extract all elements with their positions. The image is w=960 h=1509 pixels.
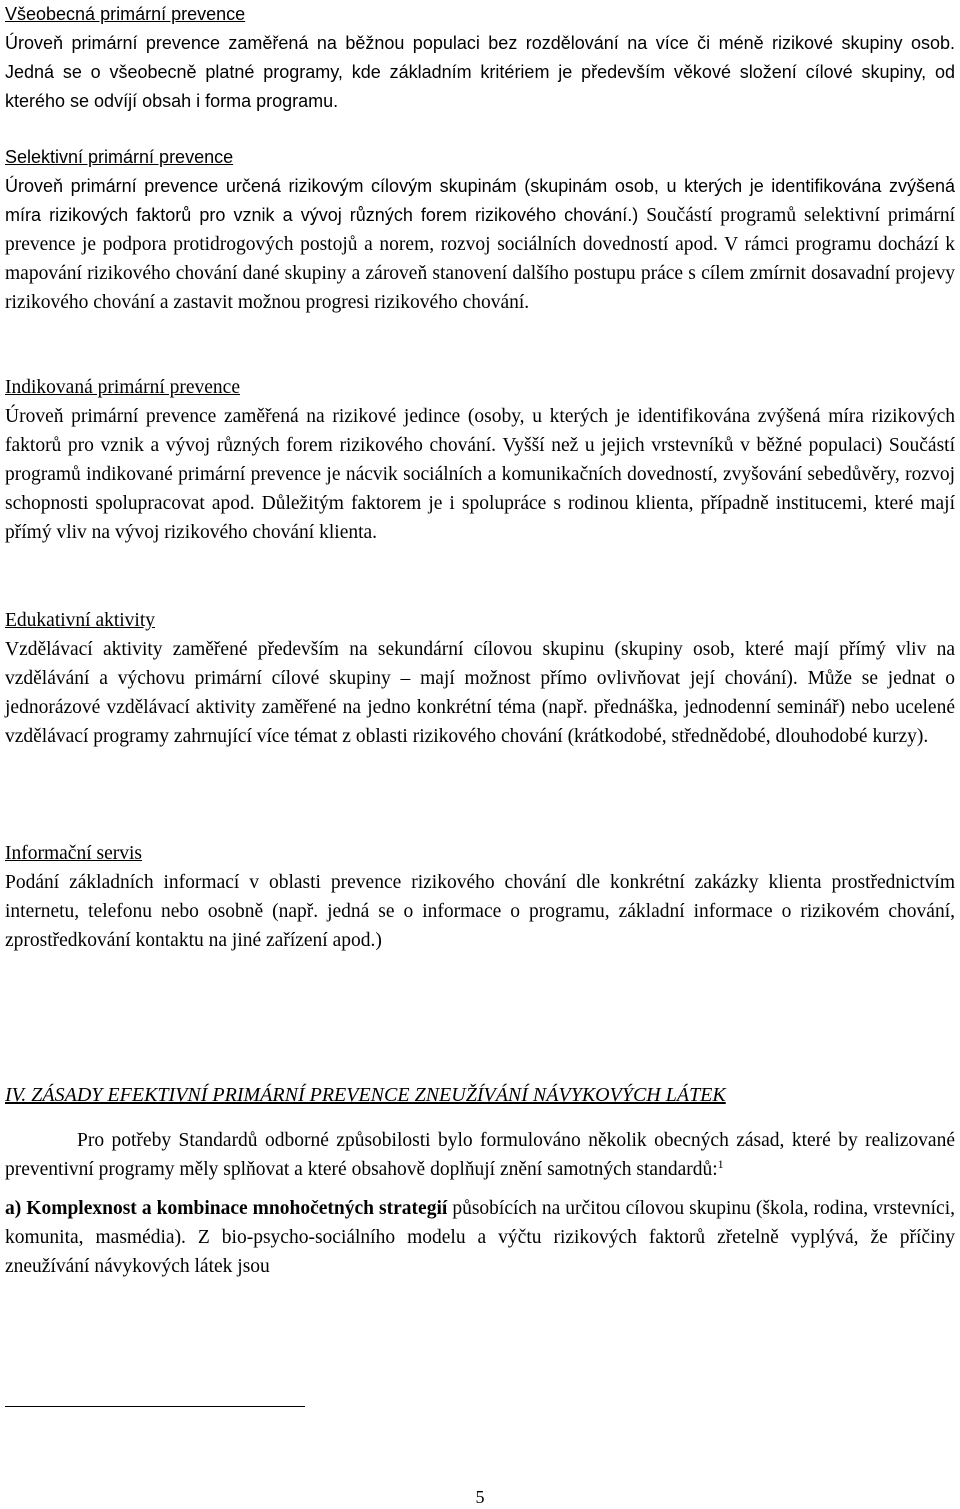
section-text: Podání základních informací v oblasti prevence rizikového chování dle konkrétní zakázky klienta prostřednictvím internetu, telefonu nebo osobně (např. jedná se o informace o programu, základní informace o rizikovém chování, zprostředkování kontaktu na jiné zařízení apod.) xyxy=(5,872,955,951)
chapter-intro-text: Pro potřeby Standardů odborné způsobilosti bylo formulováno několik obecných zásad, které by realizované preventivní programy měly splňovat a které obsahově doplňují znění samotných standardů: xyxy=(5,1130,955,1180)
section-text xyxy=(5,172,955,317)
chapter-iv xyxy=(5,1081,955,1281)
principle-item-a-label: a) Komplexnost a kombinace mnohočetných strategií xyxy=(5,1198,448,1219)
chapter-title: IV. ZÁSADY EFEKTIVNÍ PRIMÁRNÍ PREVENCE ZNEUŽÍVÁNÍ NÁVYKOVÝCH LÁTEK xyxy=(5,1084,726,1106)
section-text-part-a: Úroveň primární prevence určená rizikovým cílovým skupinám (skupinám osob, u kterých je identifikována zvýšená míra rizikových faktorů pro vznik a vývoj různých forem rizikového chování.) xyxy=(5,176,955,225)
section-text: Vzdělávací aktivity zaměřené především na sekundární cílovou skupinu (skupiny osob, které mají přímý vliv na vzdělávání a výchovu primární cílové skupiny – mají možnost přímo ovlivňovat její chování). Může se jednat o jednorázové vzdělávací aktivity zaměřené na jedno konkrétní téma (např. přednáška, jednodenní seminář) nebo ucelené vzdělávací programy zahrnující více témat z oblasti rizikového chování (krátkodobé, střednědobé, dlouhodobé kurzy). xyxy=(5,639,955,747)
section-indicated-prevention xyxy=(5,373,955,547)
section-heading: Selektivní primární prevence xyxy=(5,147,234,167)
section-heading: Edukativní aktivity xyxy=(5,610,156,631)
section-text: Úroveň primární prevence zaměřená na běžnou populaci bez rozdělování na více či méně rizikové skupiny osob. Jedná se o všeobecně platné programy, kde základním kritériem je především věkové složení cílové skupiny, od kterého se odvíjí obsah i forma programu. xyxy=(5,33,955,111)
section-heading: Informační servis xyxy=(5,843,142,864)
section-information-service xyxy=(5,839,955,955)
section-educational-activities xyxy=(5,606,955,751)
footnote-separator xyxy=(5,1406,305,1407)
chapter-intro xyxy=(5,1126,955,1184)
section-heading: Indikovaná primární prevence xyxy=(5,377,240,398)
section-text-part-b: Součástí programů selektivní primární prevence je podpora protidrogových postojů a norem, rozvoj sociálních dovedností apod. V rámci programu dochází k mapování rizikového chování dané skupiny a zároveň stanovení dalšího postupu práce s cílem zmírnit dosavadní projevy rizikového chování a zastavit možnou progresi rizikového chování. xyxy=(5,205,955,313)
section-text: Úroveň primární prevence zaměřená na rizikové jedince (osoby, u kterých je identifikována zvýšená míra rizikových faktorů pro vznik a vývoj různých forem rizikového chování. Vyšší než u jejich vrstevníků v běžné populaci) Součástí programů indikované primární prevence je nácvik sociálních a komunikačních dovedností, zvyšování sebedůvěry, rozvoj schopnosti spolupracovat apod. Důležitým faktorem je i spolupráce s rodinou klienta, případně institucemi, které mají přímý vliv na vývoj rizikového chování klienta. xyxy=(5,406,955,543)
section-general-prevention xyxy=(5,0,955,116)
footnote-mark: 1 xyxy=(717,1157,724,1171)
section-heading: Všeobecná primární prevence xyxy=(5,4,246,24)
page-number: 5 xyxy=(475,1487,485,1507)
section-selective-prevention xyxy=(5,143,955,317)
principle-item-a xyxy=(5,1194,955,1281)
principle-item-a-text: působících na určitou cílovou skupinu (škola, rodina, vrstevníci, komunita, masmédia). Z bio-psycho-sociálního modelu a výčtu rizikových faktorů zřetelně vyplývá, že příčiny zneužívání návykových látek jsou xyxy=(5,1198,955,1277)
